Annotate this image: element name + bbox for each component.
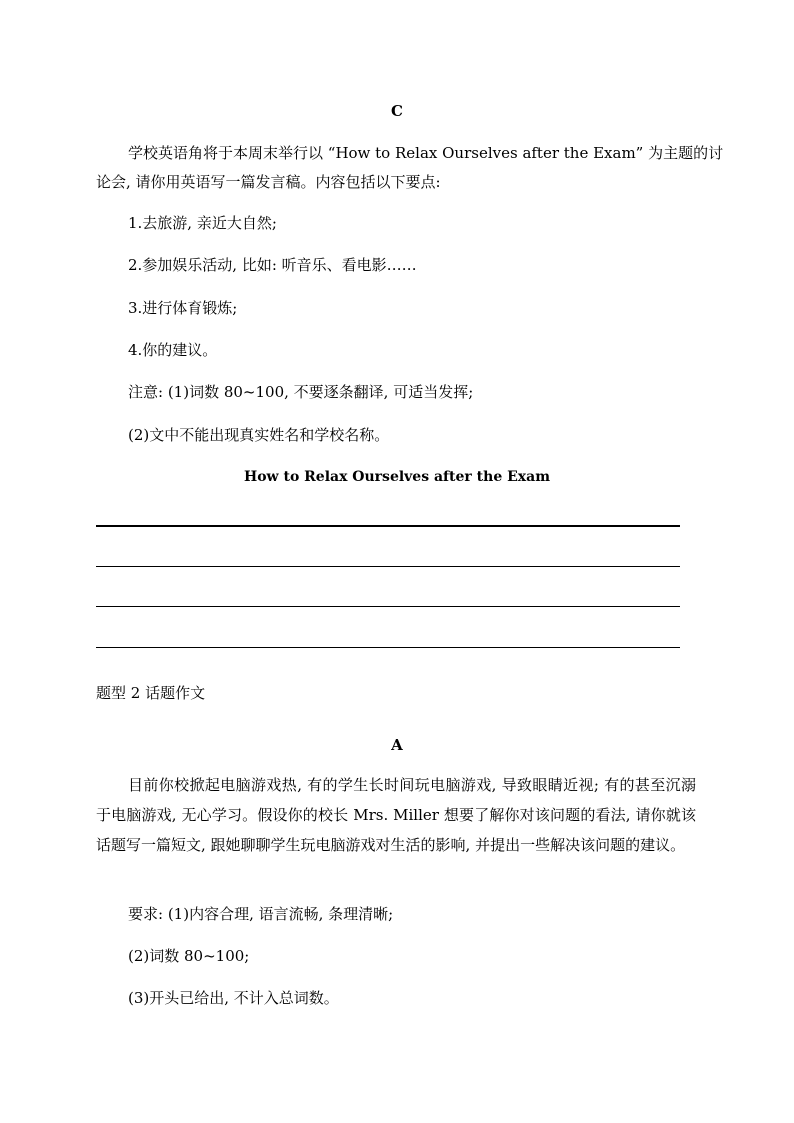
requirement-line1: 要求: (1)内容合理, 语言流畅, 条理清晰; [128, 905, 394, 923]
topic-type-label: 题型 2 话题作文 [96, 684, 206, 702]
point-4: 4.你的建议。 [128, 341, 218, 359]
requirement-line2: (2)词数 80~100; [128, 947, 250, 965]
section-a-paragraph: 目前你校掀起电脑游戏热, 有的学生长时间玩电脑游戏, 导致眼睛近视; 有的甚至沉溺于电脑游戏, 无心学习。假设你的校长 Mrs. Miller 想要了解你对该问题的看法, 请你就该话题写一篇短文, 跟她聊聊学生玩电脑游戏对生活的影响, 并提出一些解决该问题的建议。 [96, 776, 696, 854]
section-c-heading: C [391, 102, 403, 120]
point-3: 3.进行体育锻炼; [128, 299, 238, 317]
essay-title: How to Relax Ourselves after the Exam [243, 469, 551, 485]
writing-line [96, 566, 680, 567]
point-1: 1.去旅游, 亲近大自然; [128, 214, 277, 232]
point-2: 2.参加娱乐活动, 比如: 听音乐、看电影…… [128, 256, 417, 274]
requirement-line3: (3)开头已给出, 不计入总词数。 [128, 989, 339, 1007]
section-c-intro-line2: 论会, 请你用英语写一篇发言稿。内容包括以下要点: [96, 173, 441, 191]
section-a-heading: A [391, 736, 403, 754]
writing-line [96, 525, 680, 527]
note-line1: 注意: (1)词数 80~100, 不要逐条翻译, 可适当发挥; [128, 383, 474, 401]
note-line2: (2)文中不能出现真实姓名和学校名称。 [128, 426, 390, 444]
writing-line [96, 606, 680, 607]
section-c-intro-line1: 学校英语角将于本周末举行以 “How to Relax Ourselves after the Exam” 为主题的讨 [128, 144, 724, 162]
writing-line [96, 647, 680, 648]
